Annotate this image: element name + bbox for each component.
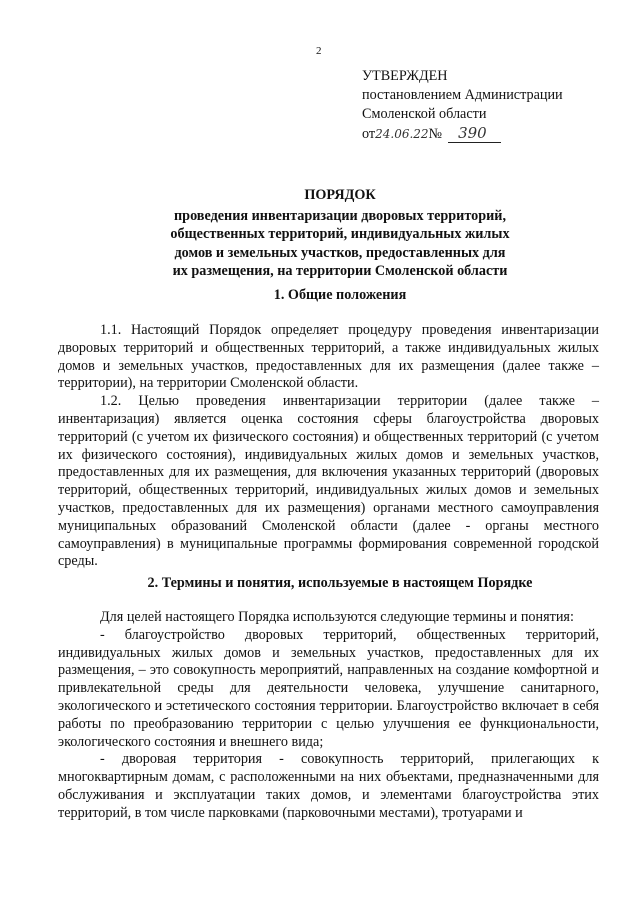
page-number: 2 [316,45,322,57]
date-prefix: от [362,126,376,142]
section-2-body [58,609,599,823]
paragraph: - дворовая территория - совокупность территорий, прилегающих к многоквартирным домам, с расположенными на них объектами, предназначенными для обслуживания и эксплуатации таких домов, и элементами благоустройства этих территорий, в том числе парковками (парковочными местами), тротуарами и [58,751,599,821]
paragraph: 1.2. Целью проведения инвентаризации территории (далее также – инвентаризация) является оценка состояния сферы благоустройства дворовых территорий (с учетом их физического состояния) и общественных территорий (с учетом их физического состояния), индивидуальных жилых домов и земельных участков, предоставленных для их размещения, для включения указанных территорий (дворовых территорий, общественных территорий, индивидуальных жилых домов и земельных участков, предоставленных для их размещения) органами местного самоуправления муниципальных образований Смоленской области (далее - органы местного самоуправления) в муниципальные программы формирования современной городской среды. [58,393,599,570]
section-1-body [58,322,599,571]
document-title: ПОРЯДОК [304,187,376,203]
paragraph: - благоустройство дворовых территорий, общественных территорий, индивидуальных жилых домов и земельных участков, предоставленных для их размещения, – это совокупность мероприятий, направленных на создание комфортной и привлекательной среды для деятельности человека, улучшение санитарного, экологического и эстетического состояния территории. Благоустройство включает в себя работы по преобразованию территории с целью улучшения ее функциональности, экологического состояния и внешнего вида; [58,626,599,750]
approval-line-1: постановлением Администрации [362,87,563,103]
approval-date-line [362,124,563,144]
handwritten-date: 24.06.22 [375,127,429,141]
approval-line-2: Смоленской области [362,106,487,122]
subtitle-line: их размещения, на территории Смоленской области [172,263,508,280]
document-subtitle [60,207,620,281]
paragraph: 1.1. Настоящий Порядок определяет процедуру проведения инвентаризации дворовых территорий и общественных территорий, а также индивидуальных жилых домов и земельных участков, предоставленных для их размещения (далее также – территории), на территории Смоленской области. [58,322,599,392]
subtitle-line: общественных территорий, индивидуальных жилых [170,226,510,243]
section-1-heading: 1. Общие положения [273,287,407,303]
number-prefix: № [428,126,443,142]
handwritten-number: 390 [448,124,501,143]
paragraph: Для целей настоящего Порядка используются следующие термины и понятия: [100,609,574,625]
subtitle-line: проведения инвентаризации дворовых территорий, [174,208,506,224]
approval-stamp [362,67,563,144]
subtitle-line: домов и земельных участков, предоставленных для [174,244,506,261]
section-2-heading: 2. Термины и понятия, используемые в настоящем Порядке [147,575,533,591]
approval-heading: УТВЕРЖДЕН [362,68,448,84]
